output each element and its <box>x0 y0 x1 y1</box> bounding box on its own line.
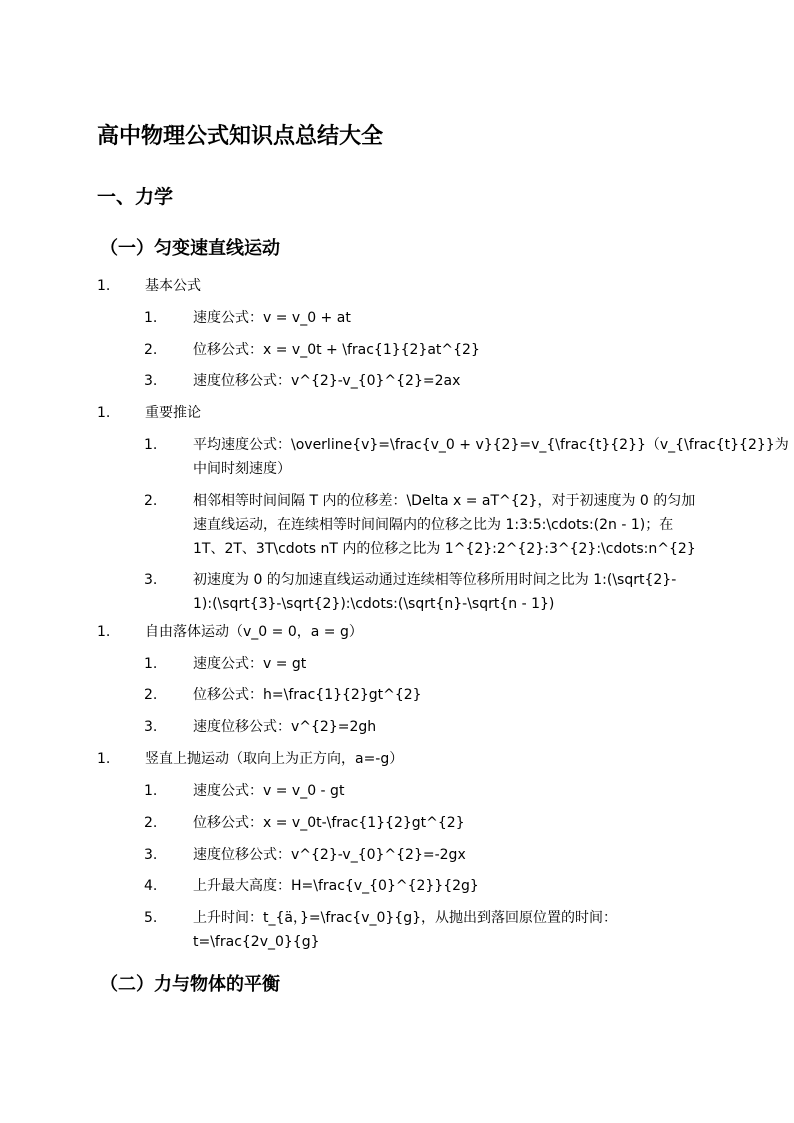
list-number: 1. <box>97 751 111 767</box>
list-number: 1. <box>97 624 111 640</box>
sub-list-number: 2. <box>144 493 158 509</box>
formula-line-continued: t=\frac{2v_0}{g} <box>193 934 320 950</box>
formula-line: 平均速度公式：\overline{v}=\frac{v_0 + v}{2}=v_{\frac{t}{2}}（v_{\frac{t}{2}}为 <box>193 437 789 453</box>
list-heading-basic-formulas: 基本公式 <box>145 278 201 294</box>
list-heading-key-corollaries: 重要推论 <box>145 405 201 421</box>
formula-line: 上升最大高度：H=\frac{v_{0}^{2}}{2g} <box>193 878 479 894</box>
subsection-heading-force-equilibrium: （二）力与物体的平衡 <box>100 974 280 995</box>
sub-list-number: 1. <box>144 783 158 799</box>
formula-line: 速度公式：v = v_0 - gt <box>193 783 345 799</box>
page-title: 高中物理公式知识点总结大全 <box>97 124 384 149</box>
formula-line: 位移公式：x = v_0t-\frac{1}{2}gt^{2} <box>193 815 465 831</box>
sub-list-number: 2. <box>144 815 158 831</box>
sub-list-number: 3. <box>144 719 158 735</box>
formula-line: 速度位移公式：v^{2}-v_{0}^{2}=-2gx <box>193 847 466 863</box>
formula-line-continued: 中间时刻速度） <box>193 461 291 477</box>
formula-line: 初速度为 0 的匀加速直线运动通过连续相等位移所用时间之比为 1:(\sqrt{2}- <box>193 572 677 588</box>
sub-list-number: 3. <box>144 373 158 389</box>
formula-line-continued: 1T、2T、3T\cdots nT 内的位移之比为 1^{2}:2^{2}:3^{2}:\cdots:n^{2} <box>193 541 696 557</box>
formula-line-continued: 1):(\sqrt{3}-\sqrt{2}):\cdots:(\sqrt{n}-\sqrt{n - 1}) <box>193 596 555 612</box>
list-heading-vertical-throw: 竖直上抛运动（取向上为正方向，a=-g） <box>145 751 404 767</box>
section-heading-mechanics: 一、力学 <box>97 186 174 208</box>
list-number: 1. <box>97 278 111 294</box>
formula-line: 位移公式：h=\frac{1}{2}gt^{2} <box>193 687 422 703</box>
formula-line: 位移公式：x = v_0t + \frac{1}{2}at^{2} <box>193 342 480 358</box>
formula-line: 速度公式：v = v_0 + at <box>193 310 351 326</box>
formula-line: 上升时间：t_{ä，}=\frac{v_0}{g}，从抛出到落回原位置的时间： <box>193 910 617 926</box>
sub-list-number: 1. <box>144 656 158 672</box>
sub-list-number: 1. <box>144 437 158 453</box>
list-number: 1. <box>97 405 111 421</box>
subsection-heading-uniform-acceleration: （一）匀变速直线运动 <box>100 238 280 259</box>
formula-line: 速度公式：v = gt <box>193 656 307 672</box>
sub-list-number: 3. <box>144 572 158 588</box>
formula-line: 速度位移公式：v^{2}=2gh <box>193 719 377 735</box>
formula-line: 速度位移公式：v^{2}-v_{0}^{2}=2ax <box>193 373 461 389</box>
sub-list-number: 1. <box>144 310 158 326</box>
list-heading-free-fall: 自由落体运动（v_0 = 0，a = g） <box>145 624 363 640</box>
sub-list-number: 2. <box>144 342 158 358</box>
formula-line-continued: 速直线运动，在连续相等时间间隔内的位移之比为 1:3:5:\cdots:(2n - 1)；在 <box>193 517 674 533</box>
sub-list-number: 2. <box>144 687 158 703</box>
formula-line: 相邻相等时间间隔 T 内的位移差：\Delta x = aT^{2}，对于初速度为 0 的匀加 <box>193 493 696 509</box>
sub-list-number: 3. <box>144 847 158 863</box>
sub-list-number: 4. <box>144 878 158 894</box>
sub-list-number: 5. <box>144 910 158 926</box>
